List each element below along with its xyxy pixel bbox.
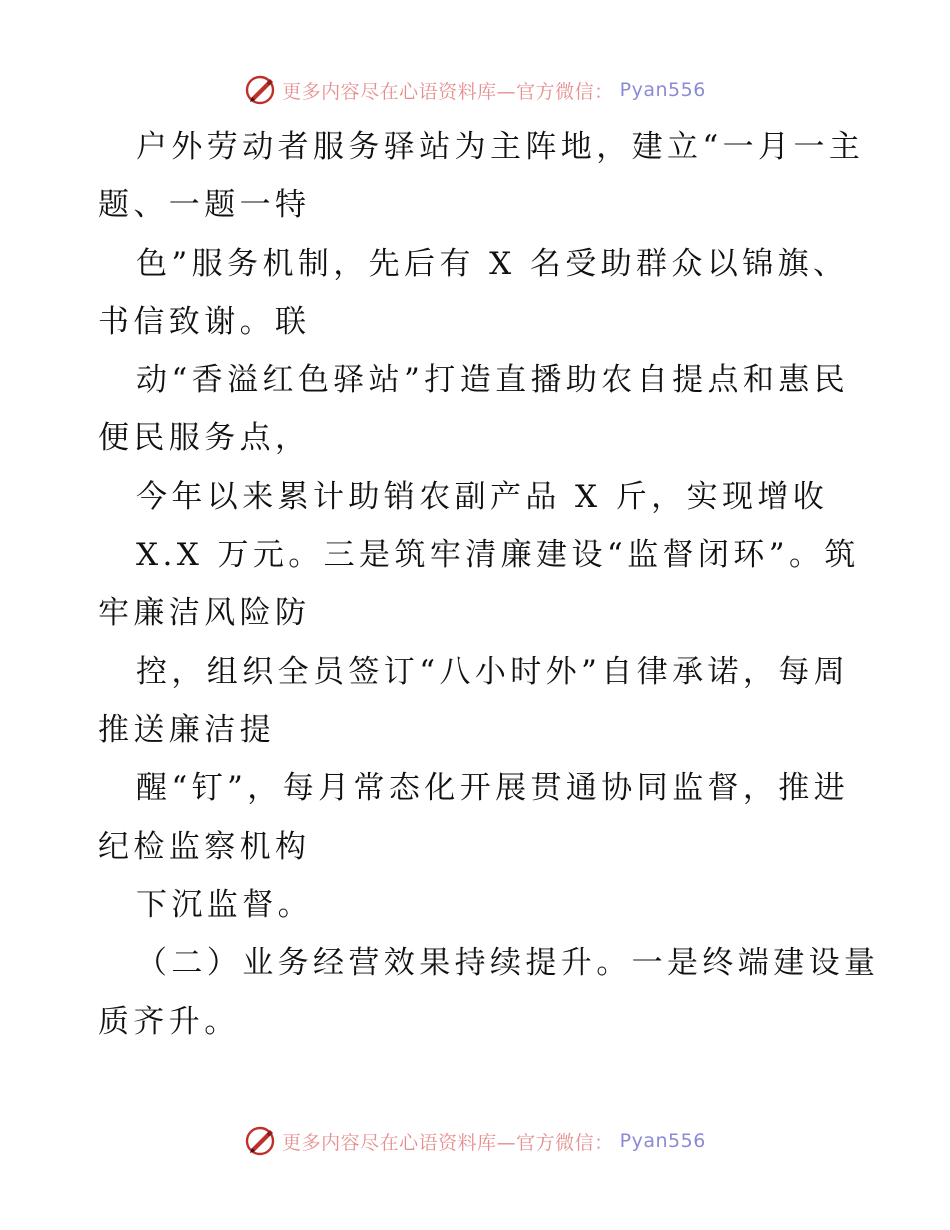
text-line: 控，组织全员签订“八小时外”自律承诺，每周 xyxy=(136,654,850,690)
text-line: （二）业务经营效果持续提升。一是终端建设量 xyxy=(136,945,880,981)
text-line: 书信致谢。联 xyxy=(98,304,311,340)
text-line: 下沉监督。 xyxy=(136,887,313,923)
text-line: 动“香溢红色驿站”打造直播助农自提点和惠民 xyxy=(136,362,850,398)
text-line: 题、一题一特 xyxy=(98,187,311,223)
text-line: X.X 万元。三是筑牢清廉建设“监督闭环”。筑 xyxy=(136,537,860,573)
footer-watermark xyxy=(0,1125,950,1157)
text-line: 牢廉洁风险防 xyxy=(98,595,311,631)
watermark-account: Pyan556 xyxy=(619,1130,706,1152)
text-line: 便民服务点， xyxy=(98,420,311,456)
text-line: 质齐升。 xyxy=(98,1004,240,1040)
watermark-text: 更多内容尽在心语资料库—官方微信： xyxy=(282,1131,614,1154)
text-line: 纪检监察机构 xyxy=(98,829,311,865)
text-line: 醒“钉”，每月常态化开展贯通协同监督，推进 xyxy=(136,770,850,806)
watermark-text: 更多内容尽在心语资料库—官方微信： xyxy=(282,80,614,103)
text-line: 户外劳动者服务驿站为主阵地，建立“一月一主 xyxy=(136,129,865,165)
text-line: 今年以来累计助销农副产品 X 斤，实现增收 xyxy=(136,479,829,515)
text-line: 推送廉洁提 xyxy=(98,712,275,748)
watermark-account: Pyan556 xyxy=(619,79,706,101)
text-line: 色”服务机制，先后有 X 名受助群众以锦旗、 xyxy=(136,246,849,282)
pen-logo-icon xyxy=(244,1125,276,1157)
